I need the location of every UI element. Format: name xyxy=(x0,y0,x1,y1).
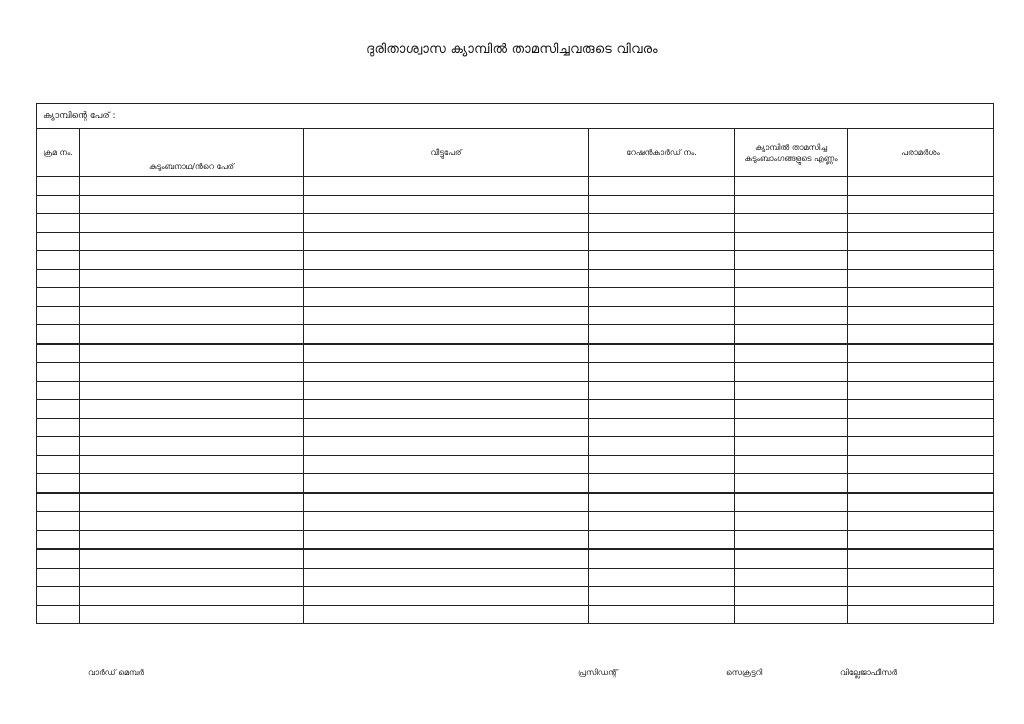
table-cell xyxy=(304,232,589,251)
table-row xyxy=(37,232,994,251)
table-cell xyxy=(80,214,304,233)
table-row xyxy=(37,344,994,363)
table-row xyxy=(37,587,994,606)
table-cell xyxy=(848,214,994,233)
table-cell xyxy=(304,306,589,325)
table-cell xyxy=(735,288,848,307)
table-cell xyxy=(37,251,80,270)
document-title: ദുരിതാശ്വാസ ക്യാമ്പിൽ താമസിച്ചവരുടെ വിവരം xyxy=(366,42,658,57)
table-cell xyxy=(37,437,80,456)
table-cell xyxy=(304,587,589,606)
table-cell xyxy=(80,474,304,493)
table-cell xyxy=(304,381,589,400)
table-cell xyxy=(304,568,589,587)
table-cell xyxy=(848,344,994,363)
table-cell xyxy=(589,306,735,325)
table-cell xyxy=(80,288,304,307)
table-cell xyxy=(80,306,304,325)
table-cell xyxy=(735,344,848,363)
table-cell xyxy=(80,437,304,456)
table-row xyxy=(37,177,994,196)
table-cell xyxy=(589,288,735,307)
table-cell xyxy=(589,381,735,400)
table-cell xyxy=(80,549,304,568)
table-cell xyxy=(735,381,848,400)
table-cell xyxy=(848,437,994,456)
table-cell xyxy=(735,363,848,382)
table-cell xyxy=(80,363,304,382)
table-row xyxy=(37,455,994,474)
table-cell xyxy=(735,251,848,270)
table-cell xyxy=(848,549,994,568)
table-cell xyxy=(735,214,848,233)
table-row xyxy=(37,549,994,568)
table-cell xyxy=(589,363,735,382)
table-cell xyxy=(735,549,848,568)
table-cell xyxy=(735,587,848,606)
table-cell xyxy=(589,400,735,419)
table-cell xyxy=(80,344,304,363)
table-cell xyxy=(304,195,589,214)
table-cell xyxy=(37,455,80,474)
table-cell xyxy=(589,568,735,587)
table-cell xyxy=(37,325,80,344)
table-cell xyxy=(735,512,848,531)
table-row xyxy=(37,474,994,493)
table-cell xyxy=(848,177,994,196)
table-cell xyxy=(735,325,848,344)
table-cell xyxy=(304,474,589,493)
table-row xyxy=(37,512,994,531)
table-cell xyxy=(735,418,848,437)
table-cell xyxy=(589,344,735,363)
camp-name-label: ക്യാമ്പിന്റെ പേര് : xyxy=(37,104,994,129)
table-cell xyxy=(735,474,848,493)
table-cell xyxy=(735,605,848,624)
table-row xyxy=(37,214,994,233)
table-cell xyxy=(735,455,848,474)
table-cell xyxy=(80,512,304,531)
table-cell xyxy=(37,493,80,512)
table-cell xyxy=(589,437,735,456)
table-cell xyxy=(304,437,589,456)
table-cell xyxy=(735,493,848,512)
table-cell xyxy=(80,605,304,624)
table-cell xyxy=(735,568,848,587)
table-cell xyxy=(304,605,589,624)
table-cell xyxy=(848,251,994,270)
table-cell xyxy=(589,587,735,606)
table-cell xyxy=(37,195,80,214)
table-cell xyxy=(304,214,589,233)
table-cell xyxy=(589,455,735,474)
table-cell xyxy=(589,549,735,568)
table-cell xyxy=(848,269,994,288)
table-cell xyxy=(848,418,994,437)
table-cell xyxy=(37,269,80,288)
table-cell xyxy=(848,363,994,382)
table-cell xyxy=(37,418,80,437)
table-cell xyxy=(37,400,80,419)
header-remarks: പരാമർശം xyxy=(848,129,994,177)
table-cell xyxy=(80,418,304,437)
table-cell xyxy=(37,177,80,196)
table-cell xyxy=(37,288,80,307)
table-cell xyxy=(848,455,994,474)
table-row xyxy=(37,493,994,512)
signature-line xyxy=(0,668,1024,682)
table-cell xyxy=(304,288,589,307)
table-cell xyxy=(589,493,735,512)
table-cell xyxy=(848,195,994,214)
table-cell xyxy=(80,325,304,344)
header-serial-number: ക്രമ നം. xyxy=(37,129,80,177)
table-cell xyxy=(37,512,80,531)
table-cell xyxy=(735,306,848,325)
table-cell xyxy=(304,400,589,419)
table-cell xyxy=(848,400,994,419)
table-cell xyxy=(848,605,994,624)
camp-residents-table xyxy=(36,103,994,624)
table-cell xyxy=(589,325,735,344)
table-cell xyxy=(848,381,994,400)
table-row xyxy=(37,418,994,437)
table-cell xyxy=(37,381,80,400)
table-cell xyxy=(848,306,994,325)
header-house-name: വീട്ടുപേര് xyxy=(304,129,589,177)
table-cell xyxy=(589,512,735,531)
table-cell xyxy=(80,232,304,251)
blank-rows xyxy=(37,177,994,624)
table-cell xyxy=(37,306,80,325)
table-cell xyxy=(735,232,848,251)
header-family-head-name: കുടുംബനാഥ/ൻറെ പേര് xyxy=(80,129,304,177)
table-cell xyxy=(848,530,994,549)
table-cell xyxy=(37,587,80,606)
table-cell xyxy=(80,251,304,270)
table-row xyxy=(37,530,994,549)
village-officer-signature-label: വില്ലേജാഫീസർ xyxy=(840,668,898,677)
table-cell xyxy=(80,493,304,512)
table-cell xyxy=(589,418,735,437)
table-cell xyxy=(848,568,994,587)
table-row xyxy=(37,568,994,587)
camp-name-row xyxy=(37,104,994,129)
table-row xyxy=(37,288,994,307)
table-cell xyxy=(304,493,589,512)
table-row xyxy=(37,306,994,325)
table-cell xyxy=(37,474,80,493)
president-signature-label: പ്രസിഡന്റ് xyxy=(578,668,618,677)
table-header-row xyxy=(37,129,994,177)
table-cell xyxy=(304,177,589,196)
table-cell xyxy=(80,400,304,419)
table-cell xyxy=(735,400,848,419)
table-cell xyxy=(37,232,80,251)
table-cell xyxy=(848,493,994,512)
table-cell xyxy=(304,549,589,568)
table-cell xyxy=(589,269,735,288)
table-cell xyxy=(304,269,589,288)
table-cell xyxy=(80,177,304,196)
table-row xyxy=(37,400,994,419)
table-cell xyxy=(80,568,304,587)
table-cell xyxy=(304,363,589,382)
secretary-signature-label: സെക്രട്ടറി xyxy=(726,668,763,677)
table-cell xyxy=(589,605,735,624)
table-cell xyxy=(589,214,735,233)
table-cell xyxy=(37,568,80,587)
table-cell xyxy=(848,288,994,307)
table-cell xyxy=(304,418,589,437)
table-cell xyxy=(304,251,589,270)
table-cell xyxy=(37,363,80,382)
table-cell xyxy=(735,177,848,196)
table-cell xyxy=(848,587,994,606)
table-cell xyxy=(304,512,589,531)
table-cell xyxy=(735,437,848,456)
table-cell xyxy=(80,381,304,400)
table-row xyxy=(37,325,994,344)
table-row xyxy=(37,269,994,288)
table-cell xyxy=(589,530,735,549)
table-cell xyxy=(848,325,994,344)
table-cell xyxy=(589,177,735,196)
table-row xyxy=(37,381,994,400)
table-row xyxy=(37,437,994,456)
table-cell xyxy=(80,269,304,288)
table-cell xyxy=(848,512,994,531)
table-cell xyxy=(735,195,848,214)
table-cell xyxy=(80,195,304,214)
table-cell xyxy=(304,325,589,344)
table-cell xyxy=(80,455,304,474)
table-cell xyxy=(589,251,735,270)
table-row xyxy=(37,605,994,624)
table-cell xyxy=(589,195,735,214)
table-cell xyxy=(589,232,735,251)
table-cell xyxy=(37,549,80,568)
header-member-count: ക്യാമ്പിൽ താമസിച്ച കുടുംബാംഗങ്ങളുടെ എണ്ണം xyxy=(735,129,848,177)
table-cell xyxy=(848,232,994,251)
table-cell xyxy=(80,587,304,606)
table-cell xyxy=(37,530,80,549)
table-cell xyxy=(304,344,589,363)
table-cell xyxy=(304,530,589,549)
table-cell xyxy=(848,474,994,493)
header-ration-card-number: റേഷൻകാർഡ് നം. xyxy=(589,129,735,177)
table-row xyxy=(37,195,994,214)
table-cell xyxy=(37,605,80,624)
table-cell xyxy=(304,455,589,474)
table-cell xyxy=(735,530,848,549)
table-cell xyxy=(80,530,304,549)
table-cell xyxy=(735,269,848,288)
ward-member-signature-label: വാർഡ് മെമ്പർ xyxy=(88,668,144,677)
table-row xyxy=(37,251,994,270)
table-cell xyxy=(37,214,80,233)
table-cell xyxy=(37,344,80,363)
table-row xyxy=(37,363,994,382)
table-cell xyxy=(589,474,735,493)
